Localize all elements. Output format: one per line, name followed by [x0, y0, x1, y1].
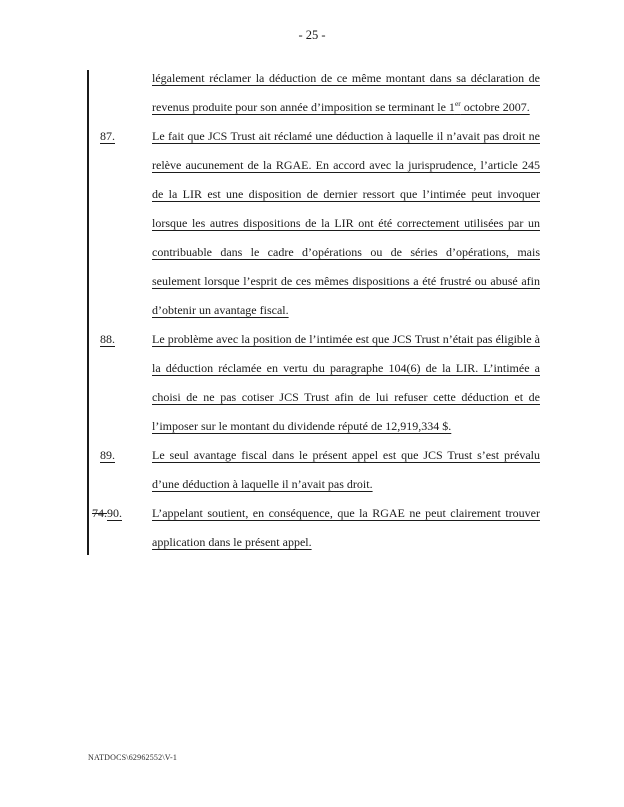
text-line [152, 209, 540, 238]
paragraph-text [152, 100, 530, 114]
text-segment: octobre 2007. [460, 100, 530, 114]
paragraph-number [92, 499, 122, 528]
paragraph-87 [100, 122, 540, 325]
paragraph-number [100, 441, 115, 470]
paragraph-text: Le fait que JCS Trust ait réclamé une déduction à laquelle il n’avait pas droit ne [152, 129, 540, 143]
text-line [152, 267, 540, 296]
paragraph-number-text: 89. [100, 448, 115, 462]
text-line [152, 238, 540, 267]
paragraph-number [100, 325, 115, 354]
paragraph-text: seulement lorsque l’esprit de ces mêmes dispositions a été frustré ou abusé afin [152, 274, 540, 288]
page-number: - 25 - [298, 28, 326, 42]
text-line [152, 151, 540, 180]
paragraph-text: d’obtenir un avantage fiscal. [152, 303, 289, 317]
text-line [152, 412, 540, 441]
revision-change-bar [87, 70, 89, 555]
paragraph-number [100, 122, 115, 151]
text-line [152, 470, 540, 499]
text-line [152, 180, 540, 209]
document-id: NATDOCS\62962552\V-1 [88, 753, 178, 762]
paragraph-90 [92, 499, 540, 557]
text-line [152, 64, 540, 93]
paragraph-89 [100, 441, 540, 499]
paragraph-text: contribuable dans le cadre d’opérations ou de séries d’opérations, mais [152, 245, 540, 259]
document-body [92, 64, 540, 557]
text-line [100, 122, 540, 151]
paragraph-text: lorsque les autres dispositions de la LIR ont été correctement utilisées par un [152, 216, 540, 230]
text-segment: revenus produite pour son année d’imposition se terminant le 1 [152, 100, 455, 114]
text-line [152, 93, 540, 122]
deleted-paragraph-number: 74. [92, 506, 107, 520]
paragraph-text: légalement réclamer la déduction de ce même montant dans sa déclaration de [152, 71, 540, 85]
text-line [92, 499, 540, 528]
superscript-ordinal: er [454, 99, 461, 108]
paragraph-text: la déduction réclamée en vertu du paragraphe 104(6) de la LIR. L’intimée a [152, 361, 540, 375]
paragraph-88 [100, 325, 540, 441]
paragraph-text: Le seul avantage fiscal dans le présent appel est que JCS Trust s’est prévalu [152, 448, 540, 462]
paragraph-number-text: 87. [100, 129, 115, 143]
paragraph-continuation [100, 64, 540, 122]
text-line [152, 383, 540, 412]
paragraph-text: L’appelant soutient, en conséquence, que la RGAE ne peut clairement trouver [152, 506, 540, 520]
paragraph-text: d’une déduction à laquelle il n’avait pas droit. [152, 477, 373, 491]
text-line [152, 296, 540, 325]
paragraph-text: l’imposer sur le montant du dividende réputé de 12,919,334 $. [152, 419, 452, 433]
paragraph-text: application dans le présent appel. [152, 535, 312, 549]
text-line [100, 325, 540, 354]
text-line [152, 528, 540, 557]
paragraph-text: Le problème avec la position de l’intimée est que JCS Trust n’était pas éligible à [152, 332, 540, 346]
paragraph-number-text: 90. [107, 506, 122, 520]
paragraph-text: choisi de ne pas cotiser JCS Trust afin de lui refuser cette déduction et de [152, 390, 540, 404]
paragraph-text: relève aucunement de la RGAE. En accord avec la jurisprudence, l’article 245 [152, 158, 540, 172]
paragraph-number-text: 88. [100, 332, 115, 346]
text-line [152, 354, 540, 383]
text-line [100, 441, 540, 470]
paragraph-text: de la LIR est une disposition de dernier ressort que l’intimée peut invoquer [152, 187, 540, 201]
